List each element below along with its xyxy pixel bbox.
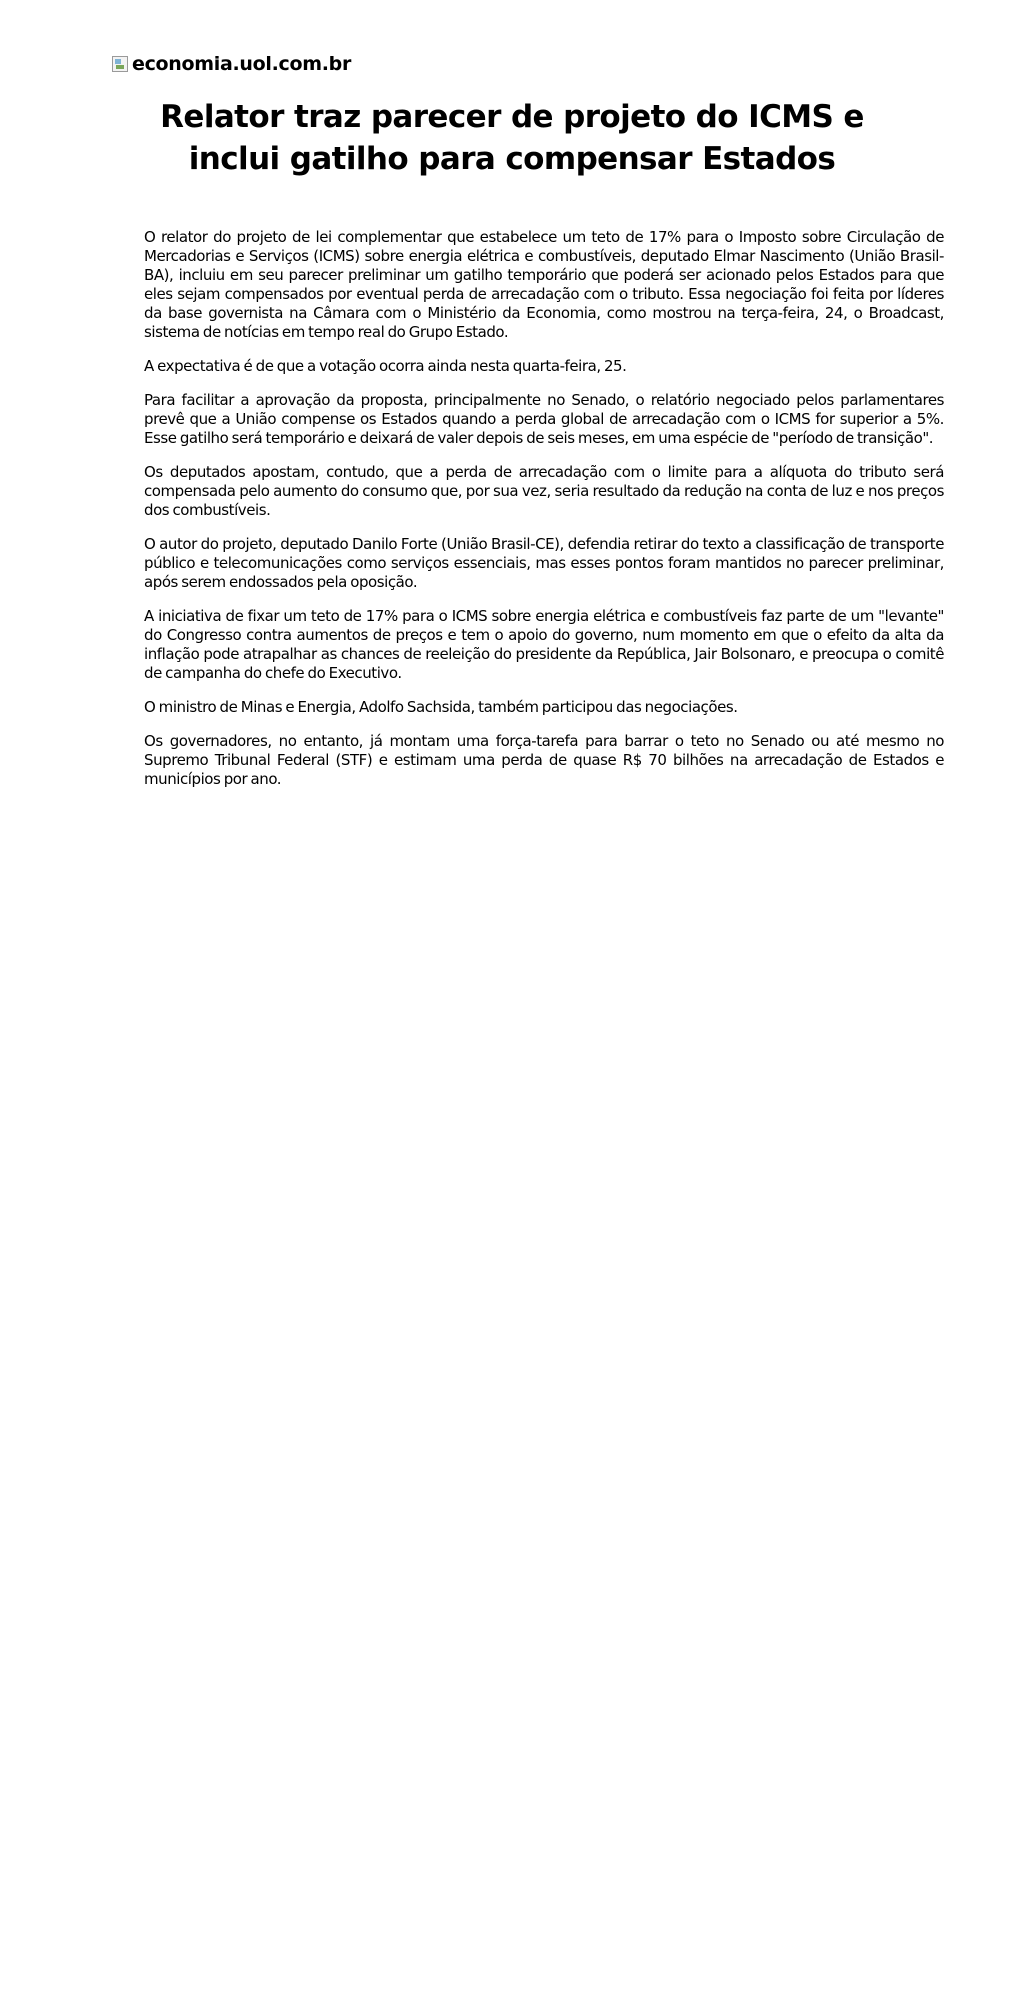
- article-paragraph: O relator do projeto de lei complementar que estabelece um teto de 17% para o Imposto sobre Circulação de Mercadorias e Serviços (ICMS) sobre energia elétrica e combustíveis, deputado Elmar Nascimento (União Brasil-BA), incluiu em seu parecer preliminar um gatilho temporário que poderá ser acionado pelos Estados para que eles sejam compensados por eventual perda de arrecadação com o tributo. Essa negociação foi feita por líderes da base governista na Câmara com o Ministério da Economia, como mostrou na terça-feira, 24, o Broadcast, sistema de notícias em tempo real do Grupo Estado.: [144, 228, 944, 341]
- article-body: [144, 228, 944, 804]
- site-name: economia.uol.com.br: [132, 53, 352, 75]
- article-paragraph: Para facilitar a aprovação da proposta, principalmente no Senado, o relatório negociado pelos parlamentares prevê que a União compense os Estados quando a perda global de arrecadação com o ICMS for superior a 5%. Esse gatilho será temporário e deixará de valer depois de seis meses, em uma espécie de "período de transição".: [144, 391, 944, 447]
- article-paragraph: O ministro de Minas e Energia, Adolfo Sachsida, também participou das negociações.: [144, 698, 738, 716]
- site-header: [112, 52, 351, 76]
- article-title: Relator traz parecer de projeto do ICMS e inclui gatilho para compensar Estados: [160, 99, 864, 177]
- article-paragraph: Os deputados apostam, contudo, que a perda de arrecadação com o limite para a alíquota do tributo será compensada pelo aumento do consumo que, por sua vez, seria resultado da redução na conta de luz e nos preços dos combustíveis.: [144, 463, 944, 519]
- article-paragraph: O autor do projeto, deputado Danilo Forte (União Brasil-CE), defendia retirar do texto a classificação de transporte público e telecomunicações como serviços essenciais, mas esses pontos foram mantidos no parecer preliminar, após serem endossados pela oposição.: [144, 535, 944, 591]
- broken-image-icon: [112, 56, 128, 72]
- article-paragraph: Os governadores, no entanto, já montam uma força-tarefa para barrar o teto no Senado ou até mesmo no Supremo Tribunal Federal (STF) e estimam uma perda de quase R$ 70 bilhões na arrecadação de Estados e municípios por ano.: [144, 732, 944, 788]
- article-paragraph: A expectativa é de que a votação ocorra ainda nesta quarta-feira, 25.: [144, 357, 627, 375]
- article-paragraph: A iniciativa de fixar um teto de 17% para o ICMS sobre energia elétrica e combustíveis faz parte de um "levante" do Congresso contra aumentos de preços e tem o apoio do governo, num momento em que o efeito da alta da inflação pode atrapalhar as chances de reeleição do presidente da República, Jair Bolsonaro, e preocupa o comitê de campanha do chefe do Executivo.: [144, 607, 944, 682]
